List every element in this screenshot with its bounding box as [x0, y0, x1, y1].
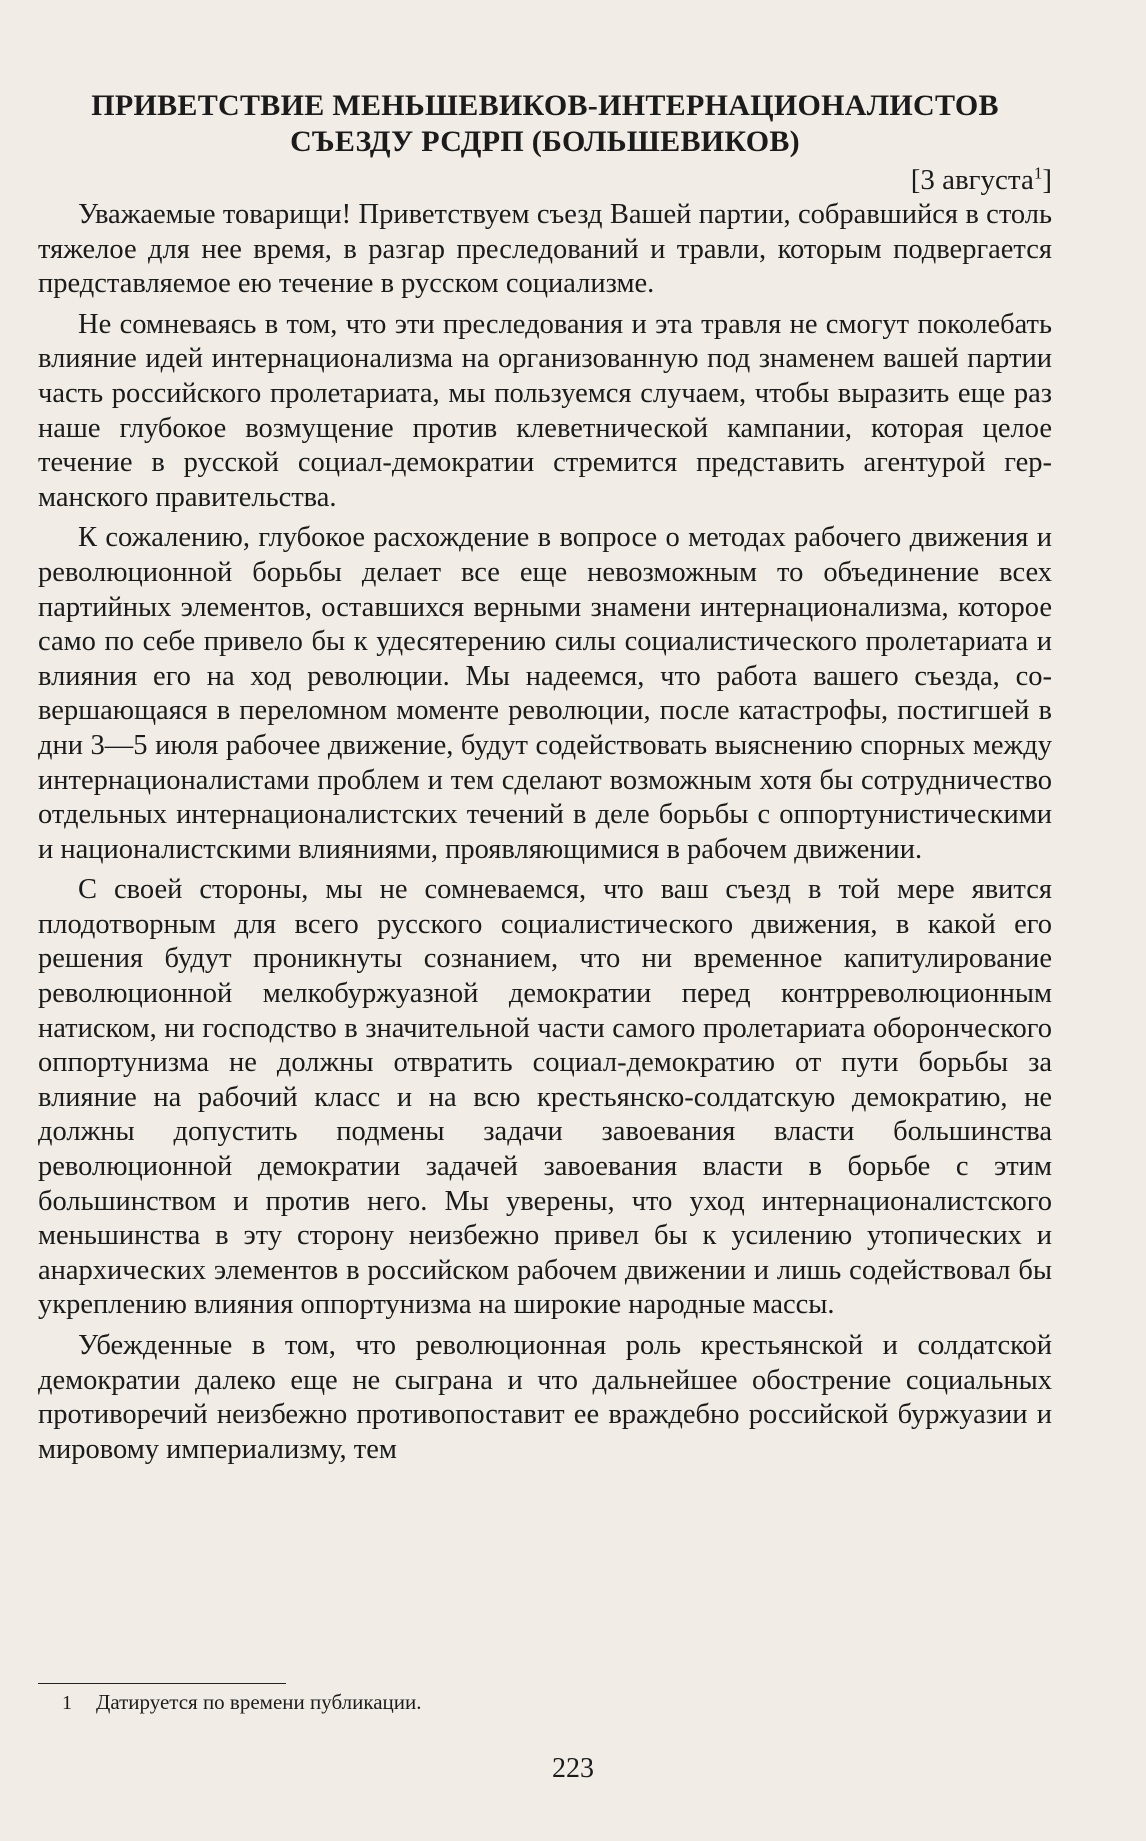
- body-paragraph: Не сомневаясь в том, что эти преследования и эта травля не смогут поколебать влияние идей интернационализма на организованную под знаменем вашей партии часть российского пролетариата, мы пользуемся случаем, чтобы выразить еще раз наше глубокое возмущение против клеветнической кампании, которая целое течение в русской социал-демократии стремится представить агентурой германского правительства.: [38, 308, 1052, 513]
- body-paragraph: Уважаемые товарищи! Приветствуем съезд Вашей партии, собравшийся в столь тяжелое для нее время, в разгар преследований и травли, которым подвергается представляемое ею течение в русском социализме.: [38, 199, 1052, 300]
- footnote-text: Датируется по времени публикации.: [96, 1690, 422, 1714]
- footnote-number: 1: [62, 1692, 72, 1714]
- document-title: [38, 88, 1052, 160]
- date-bracket: ]: [1042, 164, 1052, 196]
- footnote: [62, 1688, 422, 1717]
- body-paragraph: К сожалению, глубокое расхождение в вопросе о методах рабочего движения и революционной борьбы делает все еще невозможным то объединение всех партийных элементов, оставшихся верными знамени интернационализма, которое само по себе привело бы к удесятерению силы социалистического пролетариата и влияния его на ход революции. Мы надеемся, что работа вашего съезда, совершающаяся в переломном моменте революции, после катастрофы, постигшей в дни 3—5 июля рабочее движение, будут содействовать выяснению спорных между интернационалистами проблем и тем сделают возможным хотя бы сотрудничество отдельных интернационалистских течений в деле борьбы с оппортунистическими и националистскими влияниями, проявляющимися в рабочем движении.: [38, 522, 1052, 865]
- page-content: [38, 78, 1052, 1473]
- date-text: [3 августа: [910, 164, 1034, 196]
- body-paragraph: Убежденные в том, что революционная роль крестьянской и солдатской демократии далеко еще не сыграна и что дальнейшее обострение социальных противоречий неизбежно противопоставит ее враждебно российской буржуазии и мировому империализму, тем: [38, 1330, 1052, 1465]
- body-paragraph: С своей стороны, мы не сомневаемся, что ваш съезд в той мере явится плодотворным для всего русского социалистического движения, в какой его решения будут проникнуты сознанием, что ни временное капитулирование революционной мелкобуржуазной демократии перед контрреволюционным натиском, ни господство в значительной части самого пролетариата оборонческого оппортунизма не должны отвратить социал-демократию от пути борьбы за влияние на рабочий класс и на всю крестьянско-солдатскую демократию, не должны допустить подмены задачи завоевания власти большинства революционной демократии задачей завоевания власти в борьбе с этим большинством и против него. Мы уверены, что уход интернационалистского меньшинства в эту сторону неизбежно привел бы к усилению утопических и анархических элементов в российском рабочем движении и лишь содействовал бы укреплению влияния оппортунизма на широкие народные массы.: [38, 874, 1052, 1321]
- footnote-divider: [38, 1683, 286, 1684]
- footnote-reference[interactable]: 1: [1033, 163, 1043, 183]
- title-line-1: ПРИВЕТСТВИЕ МЕНЬШЕВИКОВ-ИНТЕРНАЦИОНАЛИСТОВ: [91, 89, 999, 122]
- page-number: 223: [552, 1753, 594, 1784]
- title-line-2: СЪЕЗДУ РСДРП (БОЛЬШЕВИКОВ): [290, 125, 800, 158]
- document-date: [38, 162, 1052, 198]
